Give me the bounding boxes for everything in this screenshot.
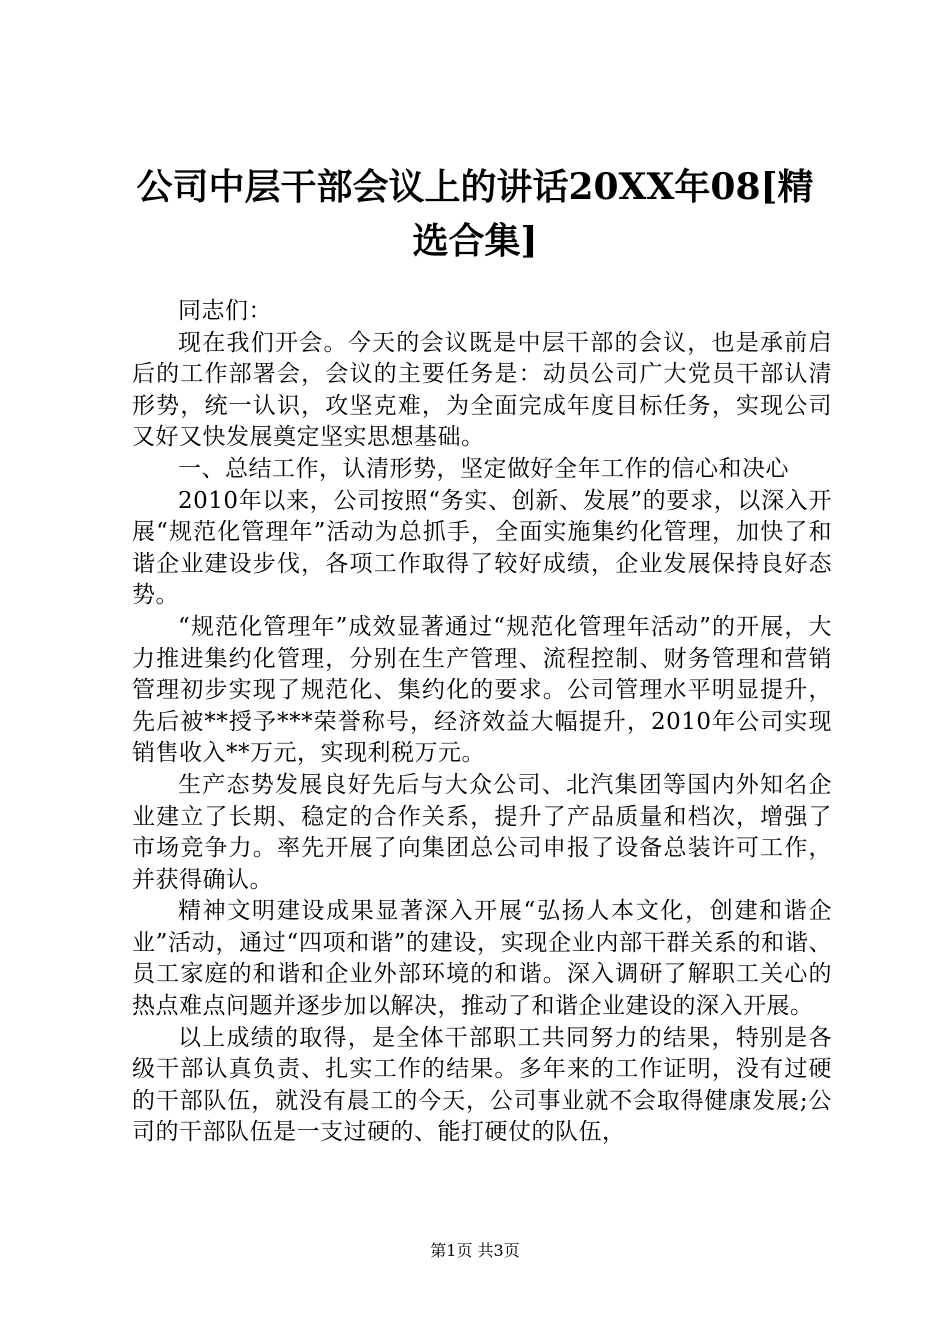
page-footer: 第1页 共3页 — [430, 1241, 520, 1260]
paragraph-production: 生产态势发展良好先后与大众公司、北汽集团等国内外知名企业建立了长期、稳定的合作关系，提升了产品质量和档次，增强了市场竞争力。率先开展了向集团总公司申报了设备总装许可工作，并获得确认。 — [132, 771, 832, 893]
document-title: 公司中层干部会议上的讲话20XX年08[精选合集] — [136, 166, 814, 262]
paragraph-management-year: “规范化管理年”成效显著通过“规范化管理年活动”的开展，大力推进集约化管理，分别在生产管理、流程控制、财务管理和营销管理初步实现了规范化、集约化的要求。公司管理水平明显提升，先后被**授予***荣誉称号，经济效益大幅提升，2010年公司实现销售收入**万元，实现利税万元。 — [132, 613, 832, 767]
paragraph-overview-2010: 2010年以来，公司按照“务实、创新、发展”的要求，以深入开展“规范化管理年”活动为总抓手，全面实施集约化管理，加快了和谐企业建设步伐，各项工作取得了较好成绩，企业发展保持良好态势。 — [132, 487, 832, 609]
paragraph-opening: 现在我们开会。今天的会议既是中层干部的会议，也是承前启后的工作部署会，会议的主要任务是：动员公司广大党员干部认清形势，统一认识，攻坚克难，为全面完成年度目标任务，实现公司又好又快发展奠定坚实思想基础。 — [132, 329, 832, 451]
salutation: 同志们： — [178, 298, 272, 324]
paragraph-civilization: 精神文明建设成果显著深入开展“弘扬人本文化，创建和谐企业”活动，通过“四项和谐”的建设，实现企业内部干群关系的和谐、员工家庭的和谐和企业外部环境的和谐。深入调研了解职工关心的热点难点问题并逐步加以解决，推动了和谐企业建设的深入开展。 — [132, 898, 832, 1020]
document-body — [132, 296, 832, 1149]
section-heading-1: 一、总结工作，认清形势，坚定做好全年工作的信心和决心 — [178, 455, 789, 482]
paragraph-achievements: 以上成绩的取得，是全体干部职工共同努力的结果，特别是各级干部认真负责、扎实工作的结果。多年来的工作证明，没有过硬的干部队伍，就没有晨工的今天，公司事业就不会取得健康发展;公司的干部队伍是一支过硬的、能打硬仗的队伍， — [132, 1024, 832, 1146]
